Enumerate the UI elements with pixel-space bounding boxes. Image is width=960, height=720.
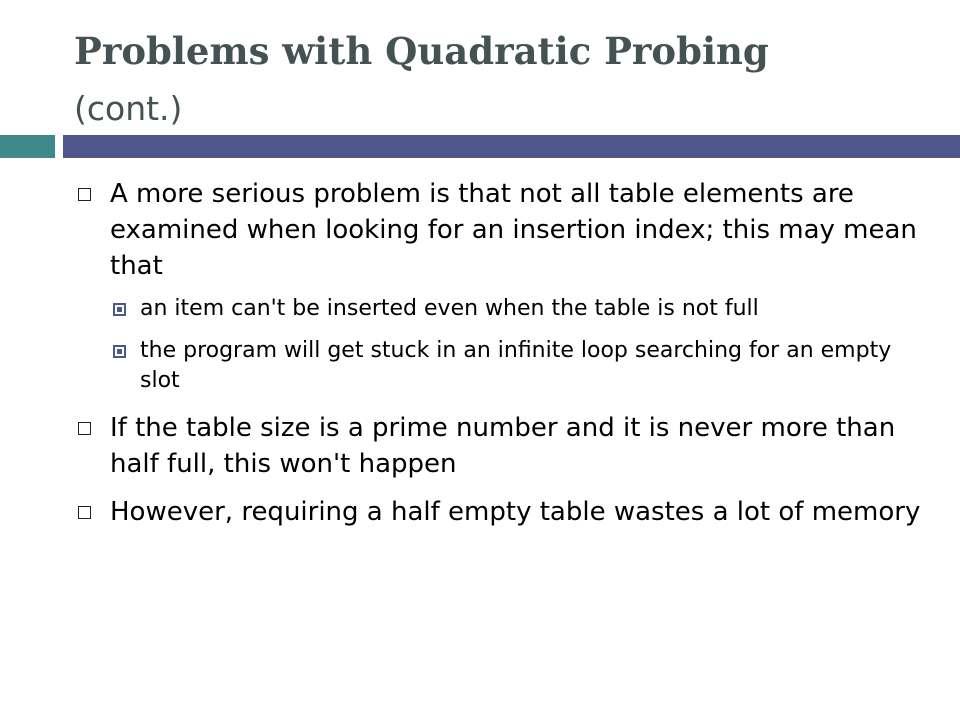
- bullet-text: If the table size is a prime number and it is never more than half full, this won't happen: [110, 413, 896, 479]
- bullet-box-icon: [78, 422, 91, 435]
- sub-bullet-square-icon: [113, 345, 126, 358]
- accent-bar-left: [0, 135, 55, 158]
- slide-content: [76, 176, 936, 542]
- bullet-text: A more serious problem is that not all table elements are examined when looking for an insertion index; this may mean that: [110, 179, 917, 281]
- bullet-text: However, requiring a half empty table wastes a lot of memory: [110, 497, 921, 527]
- sub-bullet-text: an item can't be inserted even when the table is not full: [140, 296, 759, 321]
- sub-bullet-square-icon: [113, 303, 126, 316]
- bullet-box-icon: [78, 506, 91, 519]
- bullet-box-icon: [78, 188, 91, 201]
- slide-title-sub: (cont.): [74, 89, 183, 128]
- sub-bullet-list: [76, 294, 936, 396]
- bullet-item: [76, 176, 936, 284]
- sub-bullet-item: [110, 294, 936, 324]
- sub-bullet-text: the program will get stuck in an infinite loop searching for an empty slot: [140, 338, 892, 393]
- slide-title: [74, 22, 934, 138]
- sub-bullet-item: [110, 336, 936, 396]
- slide-title-main: Problems with Quadratic Probing: [74, 29, 769, 73]
- bullet-item: [76, 410, 936, 482]
- bullet-item: [76, 494, 936, 530]
- accent-bar-right: [63, 135, 960, 158]
